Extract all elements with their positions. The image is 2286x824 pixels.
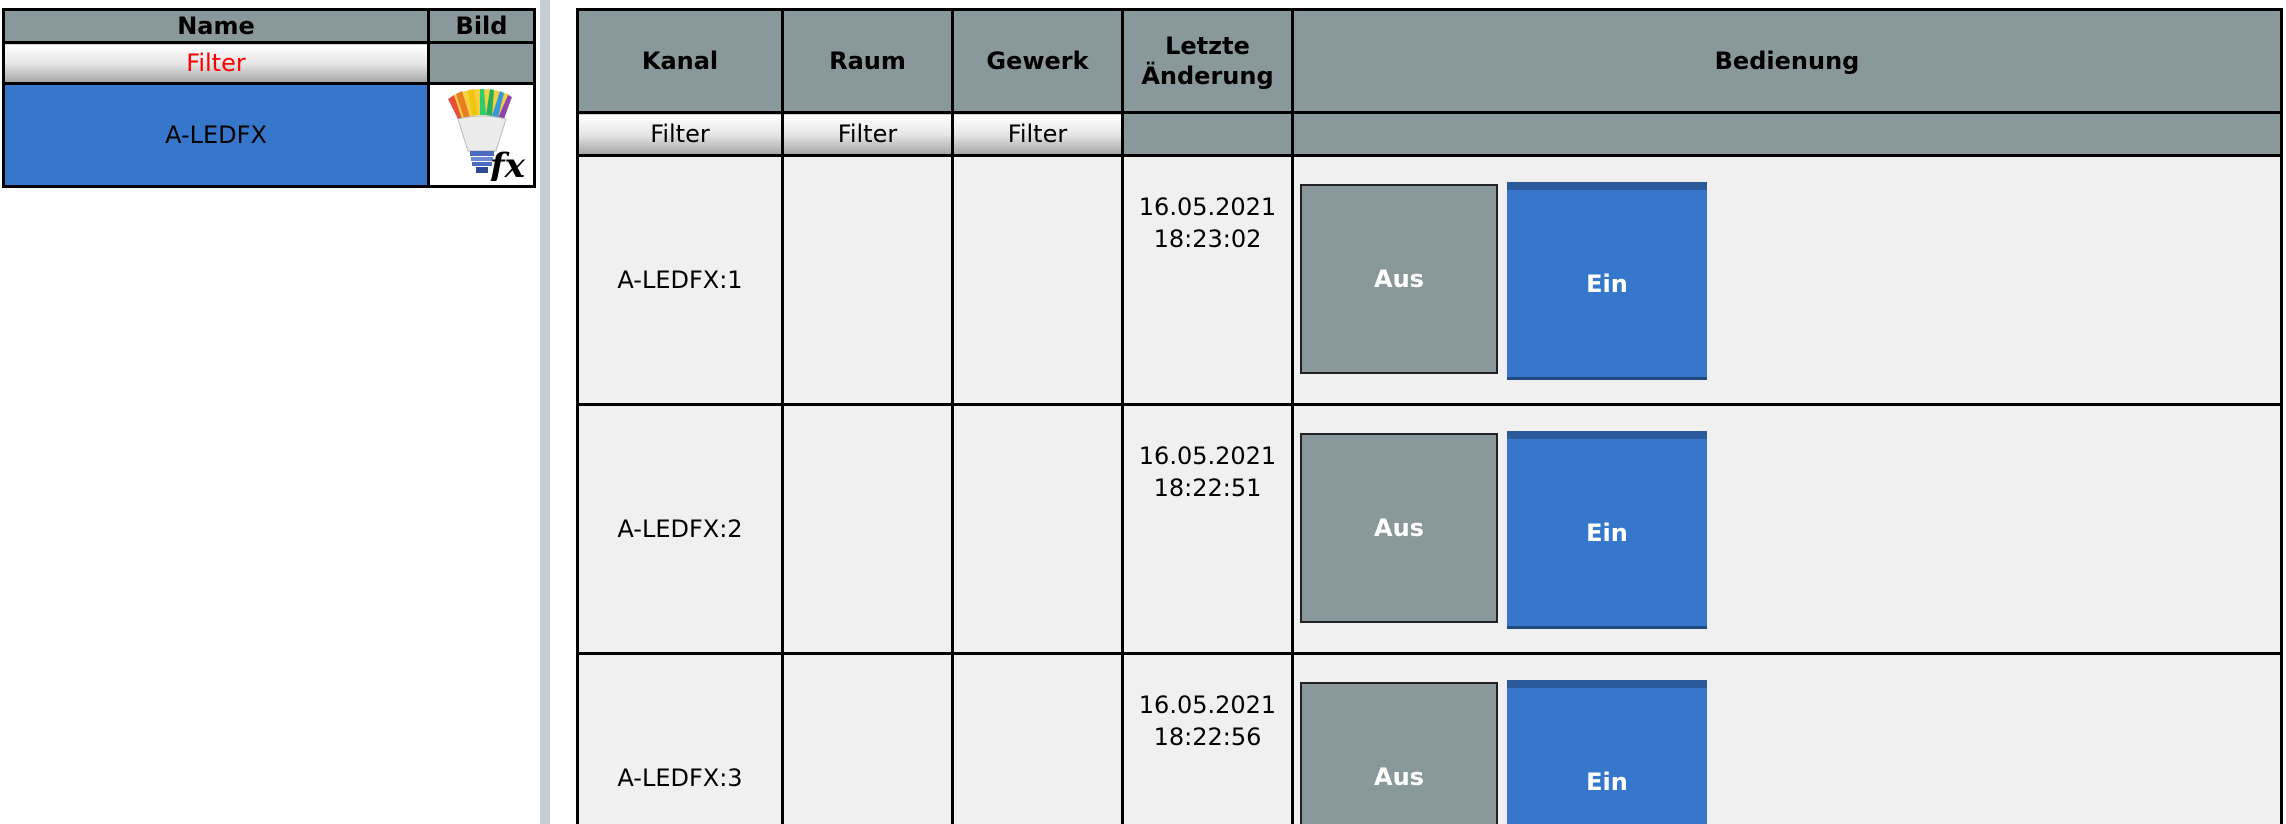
rgb-led-bulb-fx-icon (434, 85, 530, 181)
last-change-filter-empty (1123, 113, 1293, 156)
on-button[interactable]: Ein (1507, 680, 1707, 824)
pane-divider[interactable] (540, 0, 550, 824)
room-cell (783, 654, 953, 824)
off-button[interactable]: Aus (1300, 682, 1498, 824)
control-cell (1293, 405, 2282, 654)
column-header-trade[interactable]: Gewerk (953, 10, 1123, 113)
column-header-channel[interactable]: Kanal (578, 10, 783, 113)
device-row[interactable] (4, 84, 535, 187)
last-change-time: 18:22:56 (1153, 723, 1262, 751)
trade-cell (953, 405, 1123, 654)
column-header-name[interactable]: Name (4, 10, 429, 43)
off-button[interactable]: Aus (1300, 184, 1498, 374)
svg-text:fx: fx (489, 146, 525, 181)
control-cell (1293, 156, 2282, 405)
control-filter-empty (1293, 113, 2282, 156)
last-change-line1: Letzte (1165, 32, 1250, 60)
column-header-last-change[interactable] (1123, 10, 1293, 113)
channel-name[interactable]: A-LEDFX:1 (578, 156, 783, 405)
table-row (578, 156, 2282, 405)
table-row (578, 654, 2282, 824)
device-image-cell[interactable] (429, 84, 535, 187)
last-change-time: 18:22:51 (1153, 474, 1262, 502)
column-header-image[interactable]: Bild (429, 10, 535, 43)
last-change-date: 16.05.2021 (1138, 691, 1277, 719)
last-change-line2: Änderung (1141, 62, 1274, 90)
device-list-table (2, 8, 536, 188)
trade-filter[interactable]: Filter (953, 113, 1123, 156)
name-filter[interactable]: Filter (4, 43, 429, 84)
table-row (578, 405, 2282, 654)
channel-filter[interactable]: Filter (578, 113, 783, 156)
last-change-date: 16.05.2021 (1138, 442, 1277, 470)
channel-name[interactable]: A-LEDFX:3 (578, 654, 783, 824)
last-change-cell (1123, 654, 1293, 824)
image-filter-empty (429, 43, 535, 84)
last-change-time: 18:23:02 (1153, 225, 1262, 253)
on-button[interactable]: Ein (1507, 182, 1707, 380)
device-name[interactable]: A-LEDFX (4, 84, 429, 187)
column-header-control: Bedienung (1293, 10, 2282, 113)
trade-cell (953, 156, 1123, 405)
room-filter[interactable]: Filter (783, 113, 953, 156)
room-cell (783, 405, 953, 654)
trade-cell (953, 654, 1123, 824)
control-cell (1293, 654, 2282, 824)
last-change-date: 16.05.2021 (1138, 193, 1277, 221)
column-header-room[interactable]: Raum (783, 10, 953, 113)
off-button[interactable]: Aus (1300, 433, 1498, 623)
last-change-cell (1123, 405, 1293, 654)
on-button[interactable]: Ein (1507, 431, 1707, 629)
last-change-cell (1123, 156, 1293, 405)
channel-name[interactable]: A-LEDFX:2 (578, 405, 783, 654)
room-cell (783, 156, 953, 405)
channel-table (576, 8, 2283, 824)
